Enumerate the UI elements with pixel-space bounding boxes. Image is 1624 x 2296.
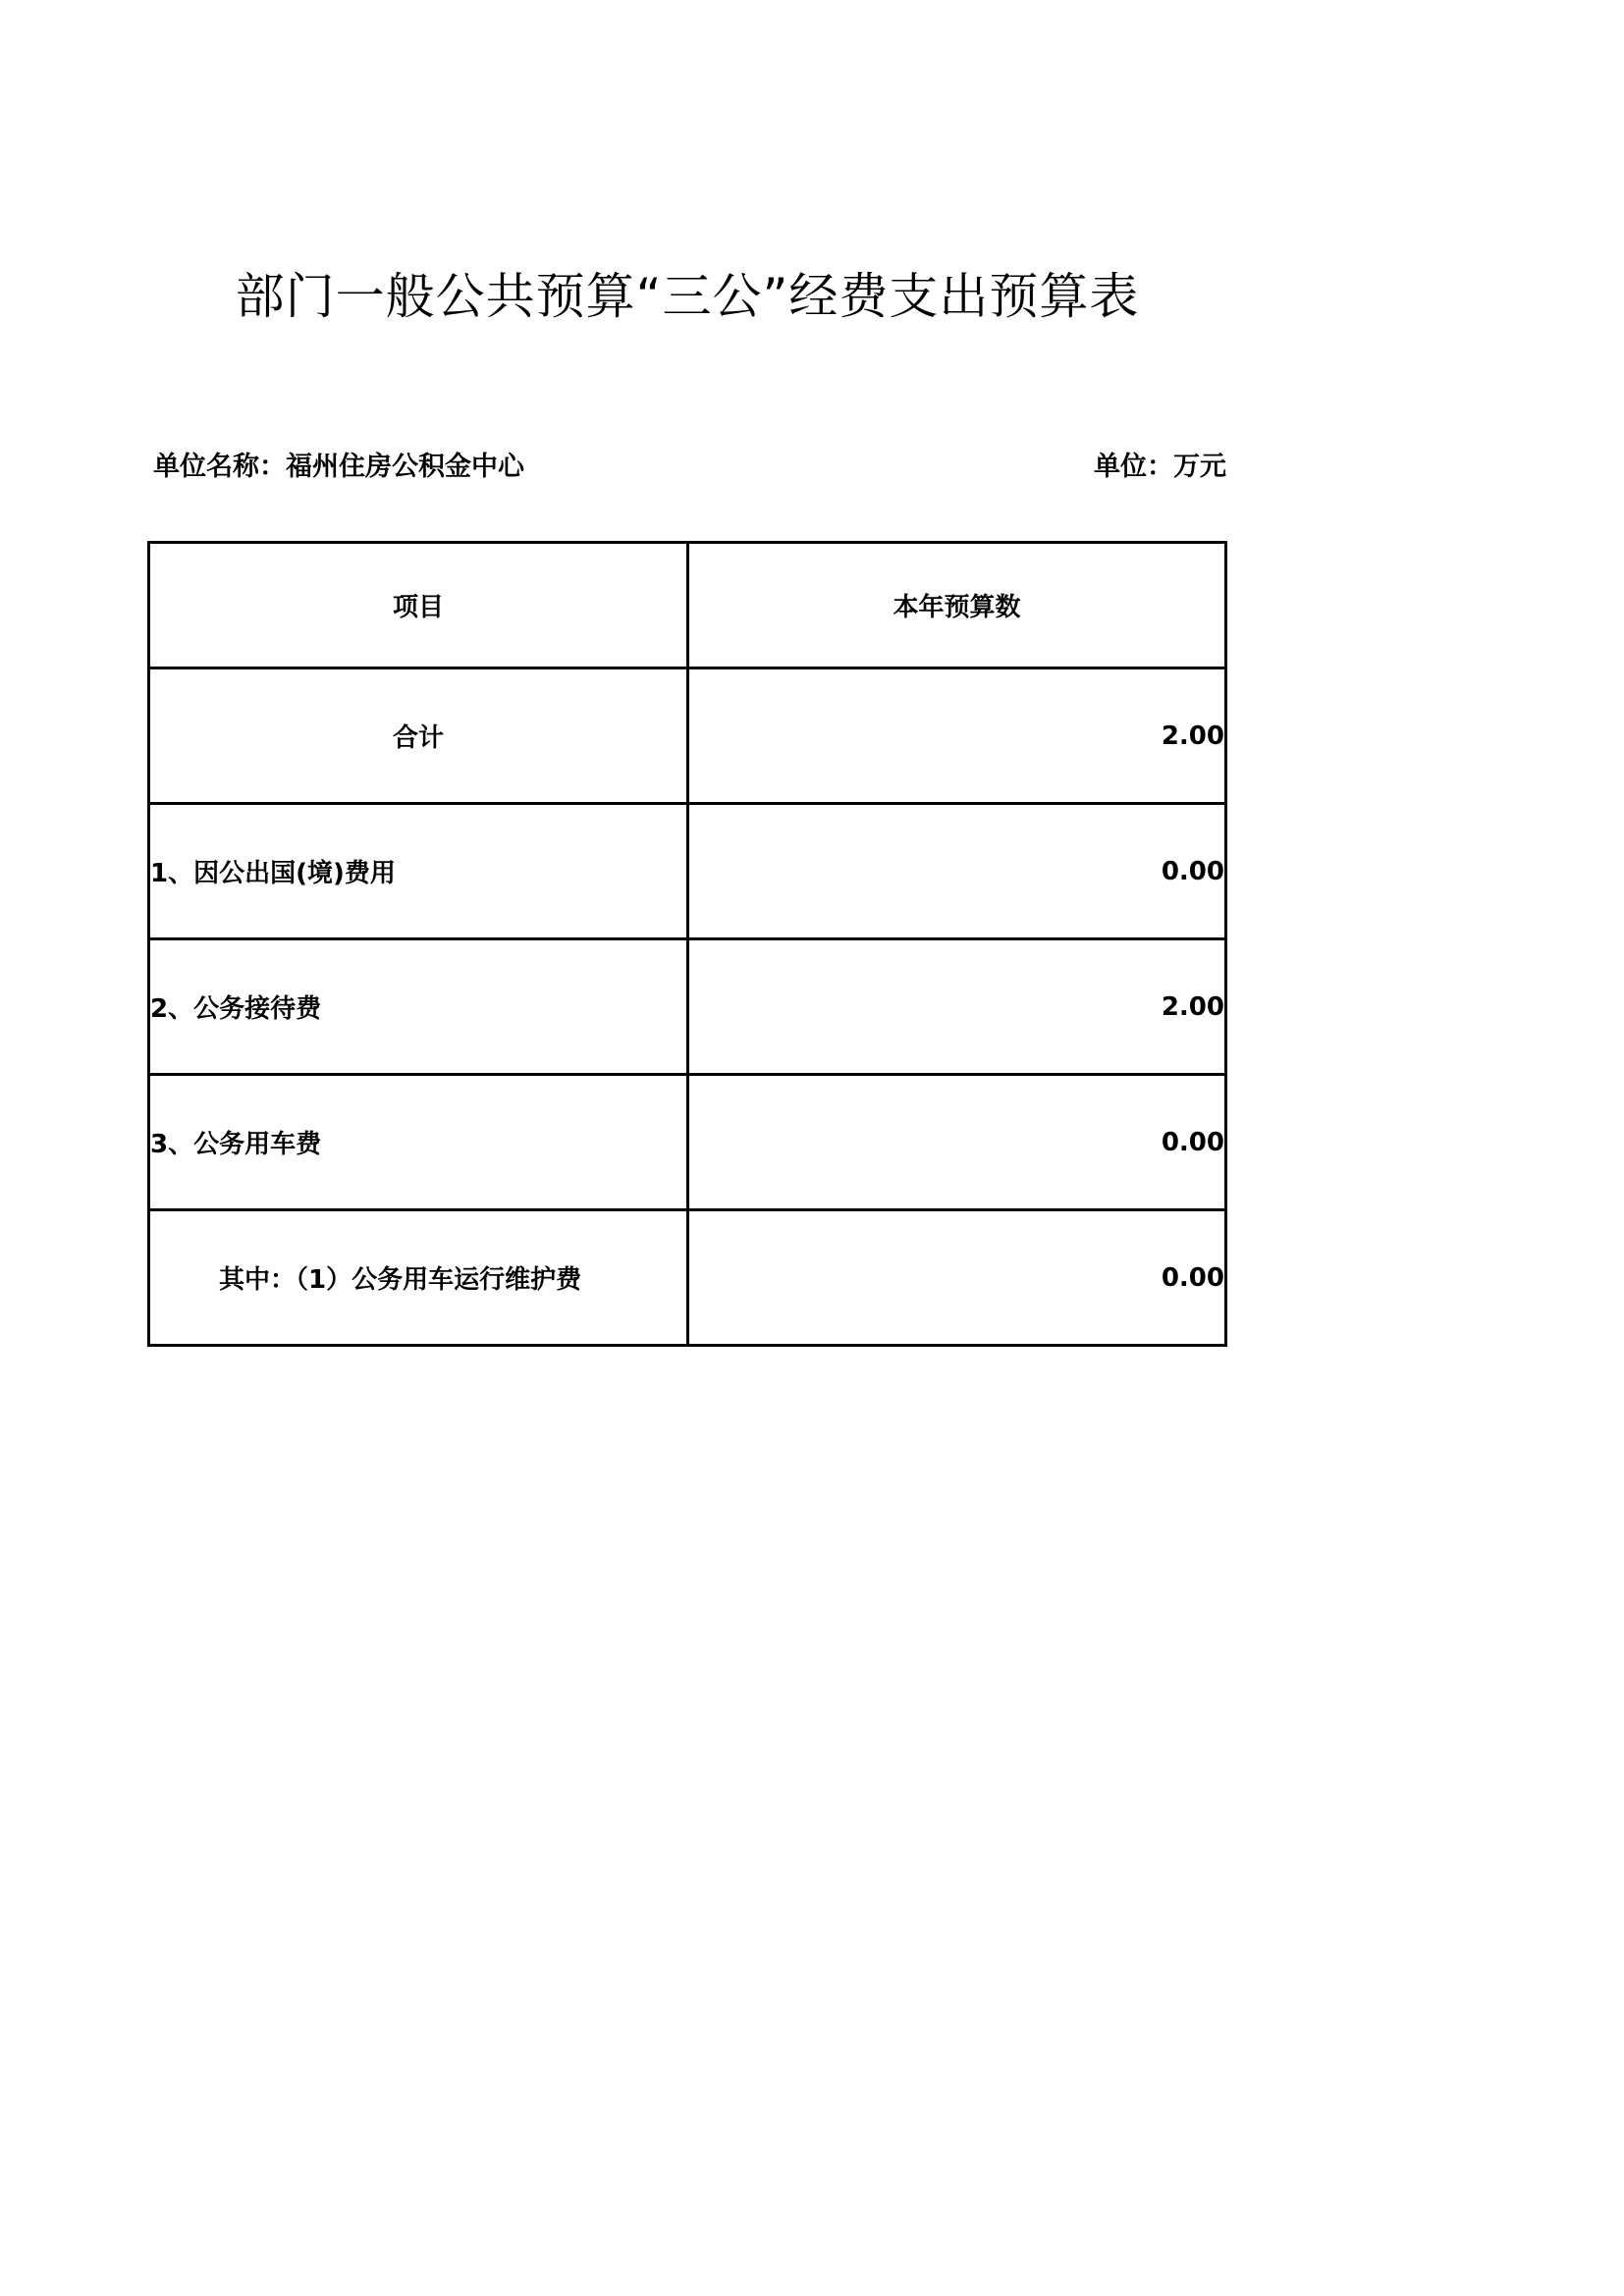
table-header-row [149,543,1226,668]
table-row [149,1210,1226,1346]
page-title: 部门一般公共预算“三公”经费支出预算表 [235,268,1140,325]
row-label: 3、公务用车费 [149,1075,688,1210]
row-label: 其中：（1）公务用车运行维护费 [149,1210,688,1346]
row-label: 合计 [149,668,688,804]
row-value: 2.00 [688,939,1226,1075]
currency-unit-label: 单位：万元 [1094,452,1226,482]
column-header-item: 项目 [149,543,688,668]
column-header-budget: 本年预算数 [688,543,1226,668]
unit-name-label: 单位名称：福州住房公积金中心 [153,452,524,482]
row-value: 0.00 [688,1210,1226,1346]
table-row-total [149,668,1226,804]
row-value: 0.00 [688,804,1226,939]
table-row [149,939,1226,1075]
table-row [149,804,1226,939]
row-label: 1、因公出国(境)费用 [149,804,688,939]
row-value: 2.00 [688,668,1226,804]
row-label: 2、公务接待费 [149,939,688,1075]
row-value: 0.00 [688,1075,1226,1210]
budget-table [147,541,1227,1347]
table-row [149,1075,1226,1210]
